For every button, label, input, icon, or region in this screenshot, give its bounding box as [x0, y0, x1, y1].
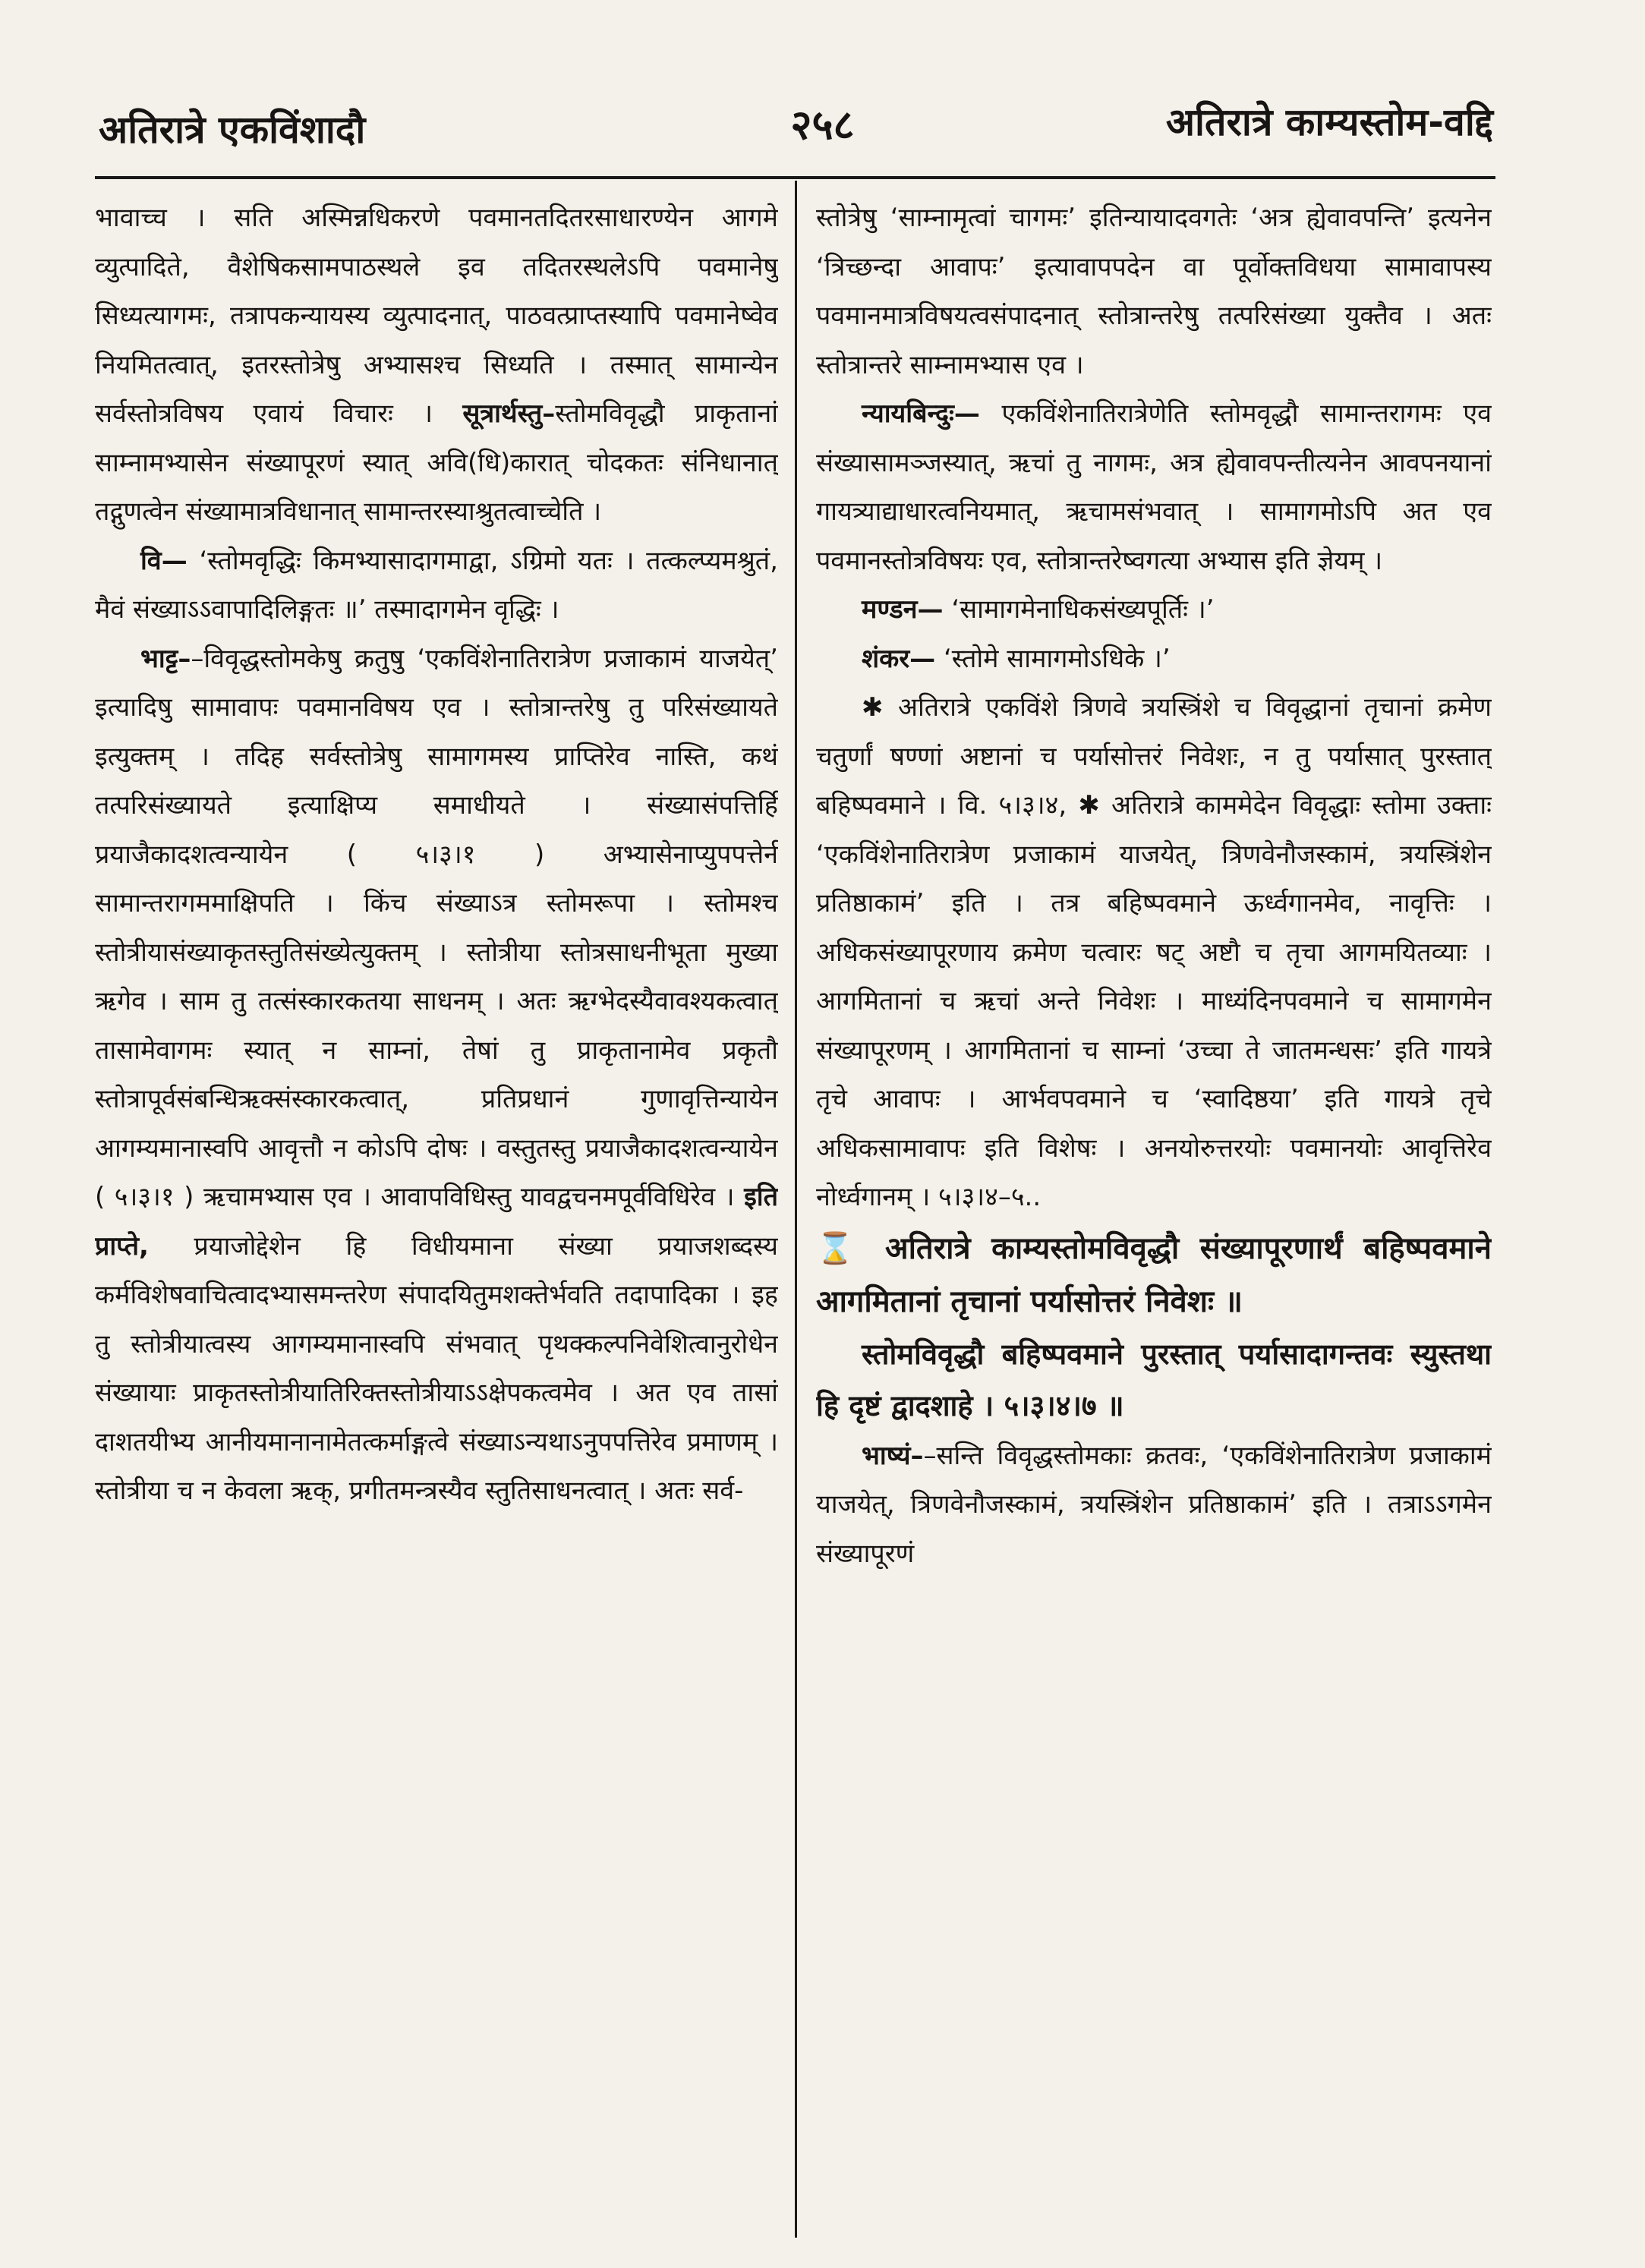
section-label: सूत्रार्थस्तु– [462, 398, 556, 429]
text-run: ‘सामागमेनाधिकसंख्यपूर्तिः ।’ [951, 594, 1215, 625]
section-label: शंकर— [862, 643, 936, 674]
section-label: मण्डन— [862, 594, 944, 625]
section-label: भाट्ट– [140, 643, 191, 674]
text-run: भावाच्च । सति अस्मिन्नधिकरणे पवमानतदितरसाधारण्येन आगमे व्युत्पादिते, वैशेषिकसामपाठस्थले इव तदितरस्थलेऽपि पवमानेषु सिध्यत्यागमः, तत्रापकन्यायस्य व्युत्पादनात्, पाठवत्प्राप्तस्यापि पवमानेष्वेव नियमितत्वात्, इतरस्तोत्रेषु अभ्यासश्च सिध्यति । तस्मात् सामान्येन सर्वस्तोत्रविषय एवायं विचारः । [95, 203, 778, 429]
text-run: –सन्ति विवृद्धस्तोमकाः क्रतवः, ‘एकविंशेनातिरात्रेण प्रजाकामं याजयेत्, त्रिणवेनौजस्कामं, त्रयस्त्रिंशेन प्रतिष्ठाकामं’ इति । तत्राऽऽगमेन संख्यापूरणं [816, 1440, 1492, 1569]
section-label: इति प्राप्ते, [95, 1182, 778, 1262]
section-label: भाष्यं– [862, 1440, 924, 1471]
shankara-line [816, 635, 1492, 684]
header-left-title: अतिरात्रे एकविंशादौ [99, 108, 366, 152]
header-rule [95, 176, 1495, 179]
section-label: वि— [140, 545, 188, 576]
bhatta-paragraph [95, 635, 778, 1516]
section-label: न्यायबिन्दुः— [862, 398, 980, 429]
running-header [91, 95, 1554, 163]
adhikarana-heading: ⌛ अतिरात्रे काम्यस्तोमविवृद्धौ संख्यापूरणार्थं बहिष्पवमाने आगमितानां तृचानां पर्यासोत्तरं निवेशः ॥ [816, 1230, 1492, 1319]
right-column [816, 194, 1492, 2238]
header-right-title: अतिरात्रे काम्यस्तोम-वद्दि [1165, 100, 1493, 144]
text-run: एकविंशेनातिरात्रेणेति स्तोमवृद्धौ सामान्तरागमः एव संख्यासामञ्जस्यात्, ऋचां तु नागमः, अत्र ह्येवावपन्तीत्यनेन आवपनयानां गायत्र्याद्याधारत्वनियमात्, ऋचामसंभवात् । सामागमोऽपि अत एव पवमानस्तोत्रविषयः एव, स्तोत्रान्तरेष्वगत्या अभ्यास इति ज्ञेयम् । [816, 398, 1492, 576]
nyayabindu-paragraph [816, 389, 1492, 585]
bhashya-paragraph [816, 1432, 1492, 1579]
vivarana-paragraph [95, 537, 778, 635]
text-run: ‘स्तोमवृद्धिः किमभ्यासादागमाद्वा, ऽग्रिमो यतः । तत्कल्प्यमश्रुतं, मैवं संख्याऽऽवापादिलिङ्गतः ॥’ तस्मादागमेन वृद्धिः । [95, 545, 778, 625]
left-column [95, 194, 778, 2238]
right-paragraph: स्तोत्रेषु ‘साम्नामृत्वां चागमः’ इतिन्यायादवगतेः ‘अत्र ह्येवावपन्ति’ इत्यनेन ‘त्रिच्छन्दा आवापः’ इत्यावापपदेन वा पूर्वोक्तविधया सामावापस्य पवमानमात्रविषयत्वसंपादनात् स्तोत्रान्तरेषु तत्परिसंख्या युक्तैव । अतः स्तोत्रान्तरे साम्नामभ्यास एव । [816, 203, 1492, 380]
mandana-line [816, 585, 1492, 635]
sutra-text: स्तोमविवृद्धौ बहिष्पवमाने पुरस्तात् पर्यासादागन्तवः स्युस्तथा हि दृष्टं द्वादशाहे । ५।३।४।७ ॥ [816, 1337, 1492, 1422]
left-paragraph [95, 194, 778, 537]
page-number: २५८ [790, 101, 855, 149]
text-run: –विवृद्धस्तोमकेषु क्रतुषु ‘एकविंशेनातिरात्रेण प्रजाकामं याजयेत्’ इत्यादिषु सामावापः पवमानविषय एव । स्तोत्रान्तरेषु तु परिसंख्यायते इत्युक्तम् । तदिह सर्वस्तोत्रेषु सामागमस्य प्राप्तिरेव नास्ति, कथं तत्परिसंख्यायते इत्याक्षिप्य समाधीयते । संख्यासंपत्तिर्हि प्रयाजैकादशत्वन्यायेन ( ५।३।१ ) अभ्यासेनाप्युपपत्तेर्न सामान्तरागममाक्षिपति । किंच संख्याऽत्र स्तोमरूपा । स्तोमश्च स्तोत्रीयासंख्याकृतस्तुतिसंख्येत्युक्तम् । स्तोत्रीया स्तोत्रसाधनीभूता मुख्या ऋगेव । साम तु तत्संस्कारकतया साधनम् । अतः ऋग्भेदस्यैवावश्यकत्वात् तासामेवागमः स्यात् न साम्नां, तेषां तु प्राकृतानामेव प्रकृतौ स्तोत्रापूर्वसंबन्धिऋक्संस्कारकत्वात्, प्रतिप्रधानं गुणावृत्तिन्यायेन आगम्यमानास्वपि आवृत्तौ न कोऽपि दोषः । वस्तुतस्तु प्रयाजैकादशत्वन्यायेन ( ५।३।१ ) ऋचामभ्यास एव । आवापविधिस्तु यावद्वचनमपूर्वविधिरेव । [95, 643, 778, 1212]
text-run: प्रयाजोद्देशेन हि विधीयमाना संख्या प्रयाजशब्दस्य कर्मविशेषवाचित्वादभ्यासमन्तरेण संपादयितुमशक्तेर्भवति तदापादिका । इह तु स्तोत्रीयात्वस्य आगम्यमानास्वपि संभवात् पृथक्कल्पनिवेशित्वानुरोधेन संख्यायाः प्राकृतस्तोत्रीयातिरिक्तस्तोत्रीयाऽऽक्षेपकत्वमेव । अत एव तासां दाशतयीभ्य आनीयमानानामेतत्कर्माङ्गत्वे संख्याऽन्यथाऽनुपपत्तिरेव प्रमाणम् । स्तोत्रीया च न केवला ऋक्, प्रगीतमन्त्रस्यैव स्तुतिसाधनत्वात् । अतः सर्व- [95, 1230, 778, 1506]
text-run: स्तोमविवृद्धौ प्राकृतानां साम्नामभ्यासेन संख्यापूरणं स्यात् अवि(धि)कारात् चोदकतः संनिधानात् तद्गुणत्वेन संख्यामात्रविधानात् सामान्तरस्याश्रुतत्वाच्चेति । [95, 398, 778, 527]
footnote-paragraph: ✱ अतिरात्रे एकविंशे त्रिणवे त्रयस्त्रिंशे च विवृद्धानां तृचानां क्रमेण चतुर्णां षण्णां अष्टानां च पर्यासोत्तरं निवेशः, न तु पर्यासात् पुरस्तात् बहिष्पवमाने । वि. ५।३।४, ✱ अतिरात्रे काममेदेन विवृद्धाः स्तोमा उक्ताः ‘एकविंशेनातिरात्रेण प्रजाकामं याजयेत्, त्रिणवेनौजस्कामं, त्रयस्त्रिंशेन प्रतिष्ठाकामं’ इति । तत्र बहिष्पवमाने ऊर्ध्वगानमेव, नावृत्तिः । अधिकसंख्यापूरणाय क्रमेण चत्वारः षट् अष्टौ च तृचा आगमयितव्याः । आगमितानां च ऋचां अन्ते निवेशः । माध्यंदिनपवमाने च सामागमेन संख्यापूरणम् । आगमितानां च साम्नां ‘उच्चा ते जातमन्धसः’ इति गायत्रे तृचे आवापः । आर्भवपवमाने च ‘स्वादिष्ठया’ इति गायत्रे तृचे अधिकसामावापः इति विशेषः । अनयोरुत्तरयोः पवमानयोः आवृत्तिरेव नोर्ध्वगानम् । ५।३।४–५.. [816, 692, 1492, 1212]
column-divider [795, 181, 797, 2238]
text-run: ‘स्तोमे सामागमोऽधिके ।’ [943, 643, 1171, 674]
